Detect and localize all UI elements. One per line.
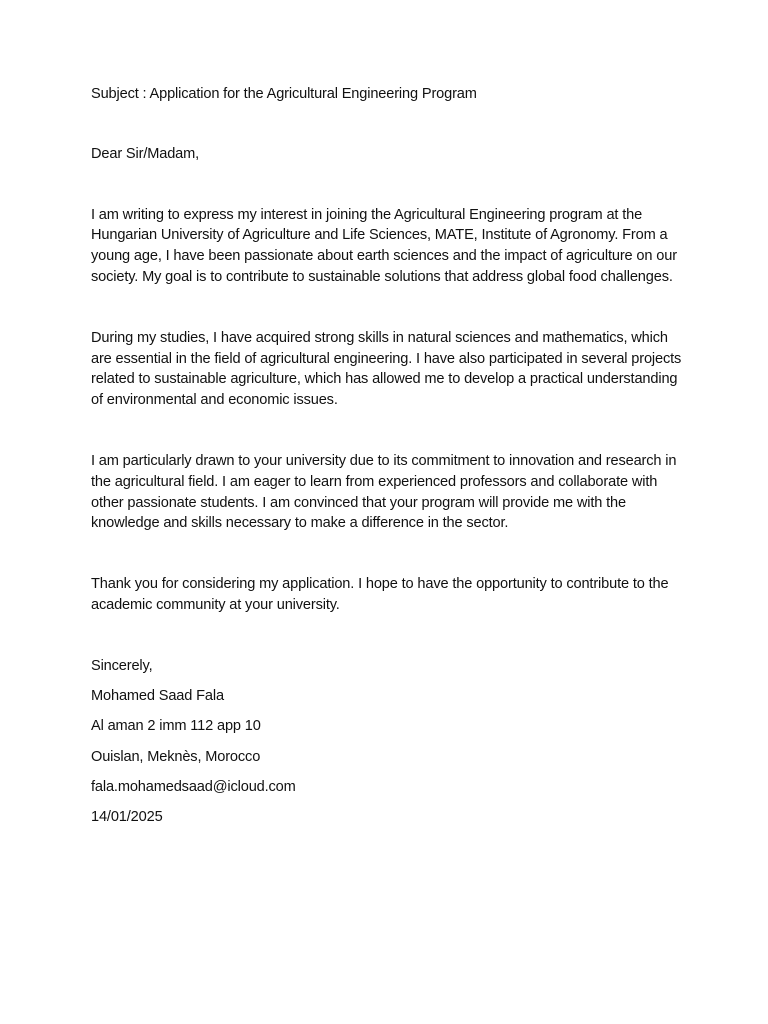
paragraph-thanks: Thank you for considering my application. I hope to have the opportunity to contribute to the academic community at your university. (91, 576, 669, 613)
salutation: Dear Sir/Madam, (91, 145, 200, 162)
signature-city: Ouislan, Meknès, Morocco (91, 748, 261, 765)
subject-line: Subject : Application for the Agricultural Engineering Program (91, 86, 477, 102)
paragraph-studies: During my studies, I have acquired strong skills in natural sciences and mathematics, which are essential in the field of agricultural engineering. I have also participated in several projects related to sustainable agriculture, which has allowed me to develop a practical understanding of environmental and economic issues. (91, 329, 682, 409)
paragraph-interest: I am writing to express my interest in joining the Agricultural Engineering program at the Hungarian University of Agriculture and Life Sciences, MATE, Institute of Agronomy. From a young age, I have been passionate about earth sciences and the impact of agriculture on our society. My goal is to contribute to sustainable solutions that address global food challenges. (91, 206, 677, 285)
signature-email: fala.mohamedsaad@icloud.com (91, 778, 296, 795)
letter-page (91, 84, 691, 838)
paragraph-university: I am particularly drawn to your university due to its commitment to innovation and research in the agricultural field. I am eager to learn from experienced professors and collaborate with other passionate students. I am convinced that your program will provide me with the knowledge and skills necessary to make a difference in the sector. (91, 452, 677, 532)
signature-date: 14/01/2025 (91, 809, 163, 826)
closing: Sincerely, (91, 657, 153, 674)
signature-name: Mohamed Saad Fala (91, 688, 224, 705)
signature-address: Al aman 2 imm 112 app 10 (91, 718, 261, 735)
